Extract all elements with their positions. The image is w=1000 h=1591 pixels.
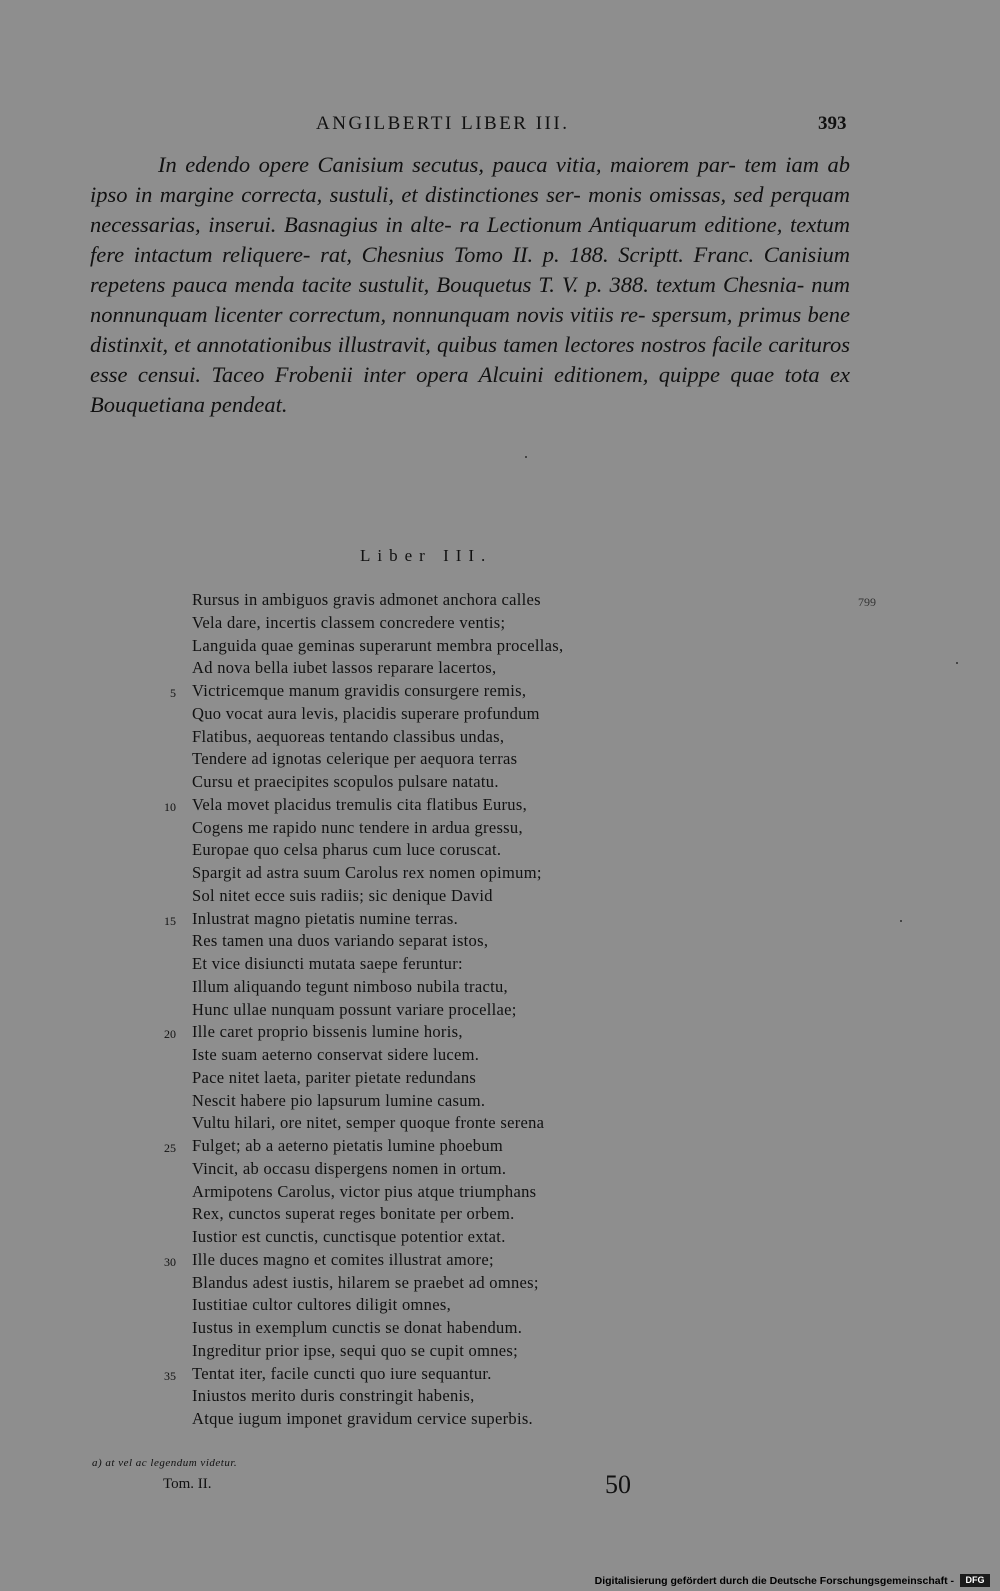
verse-line — [0, 1318, 1000, 1341]
line-number: 20 — [164, 1027, 176, 1042]
verse-line — [0, 704, 1000, 727]
verse-text: Languida quae geminas superarunt membra procellas, — [192, 635, 564, 655]
verse-text: Vultu hilari, ore nitet, semper quoque fronte serena — [192, 1113, 545, 1133]
verse-text: Sol nitet ecce suis radiis; sic denique David — [192, 885, 493, 905]
verse-text: Res tamen una duos variando separat istos, — [192, 931, 489, 951]
verse-line — [0, 1250, 1000, 1273]
verse-text: Atque iugum imponet gravidum cervice superbis. — [192, 1409, 533, 1428]
verse-line — [0, 590, 1000, 613]
verse-line — [0, 863, 1000, 886]
intro-paragraph — [90, 150, 850, 420]
line-number: 25 — [164, 1141, 176, 1155]
verse-text: Rursus in ambiguos gravis admonet anchora calles — [192, 590, 541, 609]
verse-line — [0, 795, 1000, 818]
verse-text: Ille duces magno et comites illustrat amore; — [192, 1249, 494, 1269]
intro-line: inter opera Alcuini editionem, quippe quae tota ex Bouquetiana — [90, 362, 850, 417]
verse-text: Pace nitet laeta, pariter pietate redundans — [192, 1067, 477, 1087]
verse-text: Iniustos merito duris constringit habenis, — [192, 1386, 475, 1406]
intro-line: tem iam ab ipso in margine correcta, sustuli, et distinctiones ser- — [90, 152, 850, 207]
digitization-credit: Digitalisierung gefördert durch die Deutsche Forschungsgemeinschaft - — [594, 1575, 954, 1587]
verse-line — [0, 1204, 1000, 1227]
scan-speck — [956, 662, 958, 664]
verse-text: Blandus adest iustis, hilarem se praebet ad omnes; — [192, 1272, 539, 1292]
verse-line — [0, 886, 1000, 909]
verse-text: Nescit habere pio lapsurum lumine casum. — [192, 1090, 486, 1110]
verse-text: Quo vocat aura levis, placidis superare profundum — [192, 703, 540, 723]
verse-line — [0, 613, 1000, 636]
verse-line — [0, 840, 1000, 863]
verse-text: Vela movet placidus tremulis cita flatibus Eurus, — [192, 794, 527, 814]
verse-text: Iste suam aeterno conservat sidere lucem. — [192, 1045, 480, 1064]
scan-speck — [900, 920, 902, 922]
verse-line — [0, 1182, 1000, 1205]
verse-text: Fulget; ab a aeterno pietatis lumine phoebum — [192, 1136, 504, 1155]
verse-text: Europae quo celsa pharus cum luce coruscat. — [192, 840, 502, 860]
verse-text: Iustus in exemplum cunctis se donat habendum. — [192, 1318, 523, 1337]
book-title: Liber III. — [360, 546, 493, 565]
verse-line — [0, 1364, 1000, 1387]
verse-text: Armipotens Carolus, victor pius atque triumphans — [192, 1181, 537, 1201]
verse-line — [0, 931, 1000, 954]
intro-line: num nonnunquam licenter correctum, nonnunquam novis vitiis re- — [90, 272, 851, 327]
verse-line — [0, 727, 1000, 750]
verse-text: Hunc ullae nunquam possunt variare procellae; — [192, 999, 517, 1019]
verse-line — [0, 1341, 1000, 1364]
verse-line — [0, 772, 1000, 795]
verse-line — [0, 1295, 1000, 1318]
verse-text: Flatibus, aequoreas tentando classibus undas, — [192, 726, 505, 746]
verse-text: Iustior est cunctis, cunctisque potentior extat. — [192, 1227, 506, 1246]
line-number: 5 — [170, 686, 176, 700]
verse-text: Cursu et praecipites scopulos pulsare natatu. — [192, 772, 499, 791]
verse-text: Ad nova bella iubet lassos reparare lacertos, — [192, 658, 497, 678]
signature-mark: 50 — [605, 1470, 631, 1499]
line-number: 30 — [164, 1254, 176, 1269]
dfg-logo: DFG — [960, 1574, 990, 1587]
verse-line — [0, 1113, 1000, 1136]
verse-line — [0, 1091, 1000, 1114]
verse-text: Spargit ad astra suum Carolus rex nomen opimum; — [192, 863, 542, 882]
verse-line — [0, 749, 1000, 772]
verse-text: Vincit, ab occasu dispergens nomen in ortum. — [192, 1158, 507, 1178]
verse-text: Tendere ad ignotas celerique per aequora terras — [192, 749, 518, 769]
verse-line — [0, 681, 1000, 704]
margin-year: 799 — [858, 595, 876, 609]
intro-line: monis omissas, sed perquam necessarias, inserui. Basnagius in alte- — [90, 182, 850, 237]
scan-speck — [525, 456, 527, 458]
intro-line: pauca menda tacite sustulit, Bouquetus T. V. p. 388. textum Chesnia- — [172, 272, 812, 297]
verse-line — [0, 954, 1000, 977]
verse-line — [0, 658, 1000, 681]
verse-line — [0, 636, 1000, 659]
intro-line: tamen lectores nostros facile carituros esse censui. Taceo Frobenii — [90, 332, 850, 387]
volume-mark: Tom. II. — [163, 1476, 212, 1492]
verse-text: Victricemque manum gravidis consurgere remis, — [192, 681, 527, 700]
verse-line — [0, 1045, 1000, 1068]
verse-line — [0, 1022, 1000, 1045]
verse-text: Et vice disiuncti mutata saepe feruntur: — [192, 954, 463, 973]
running-header: ANGILBERTI LIBER III. — [316, 113, 570, 134]
line-number: 35 — [164, 1368, 176, 1383]
footnote: a) at vel ac legendum videtur. — [92, 1457, 238, 1469]
verse-text: Vela dare, incertis classem concredere ventis; — [192, 612, 506, 632]
verse-text: Cogens me rapido nunc tendere in ardua gressu, — [192, 817, 523, 837]
verse-text: Ille caret proprio bissenis lumine horis, — [192, 1022, 463, 1042]
verse-line — [0, 1273, 1000, 1296]
verse-line — [0, 1386, 1000, 1409]
verse-line — [0, 818, 1000, 841]
verse-text: Illum aliquando tegunt nimboso nubila tractu, — [192, 976, 508, 996]
verse-text: Ingreditur prior ipse, sequi quo se cupit omnes; — [192, 1340, 519, 1360]
verse-line — [0, 1227, 1000, 1250]
intro-line: pendeat. — [210, 392, 288, 417]
line-number: 10 — [164, 799, 176, 814]
intro-line: In edendo opere Canisium secutus, pauca vitia, maiorem par- — [158, 152, 745, 177]
verse-text: Iustitiae cultor cultores diligit omnes, — [192, 1295, 451, 1315]
verse-text: Rex, cunctos superat reges bonitate per orbem. — [192, 1204, 515, 1224]
verse-text: Tentat iter, facile cuncti quo iure sequantur. — [192, 1363, 492, 1383]
intro-line: spersum, primus bene distinxit, et annotationibus illustravit, quibus — [90, 302, 850, 357]
verse-line — [0, 1409, 1000, 1432]
verse-line — [0, 1068, 1000, 1091]
intro-line: ra Lectionum Antiquarum editione, textum fere intactum reliquere- — [90, 212, 850, 267]
line-number: 15 — [164, 913, 176, 928]
verse-line — [0, 909, 1000, 932]
intro-line: rat, Chesnius Tomo II. p. 188. Scriptt. Franc. Canisium repetens — [90, 242, 850, 297]
verse-line — [0, 1136, 1000, 1159]
verse-line — [0, 1000, 1000, 1023]
verse-text: Inlustrat magno pietatis numine terras. — [192, 908, 459, 928]
verse-line — [0, 977, 1000, 1000]
page-number: 393 — [818, 113, 847, 134]
verse-line — [0, 1159, 1000, 1182]
